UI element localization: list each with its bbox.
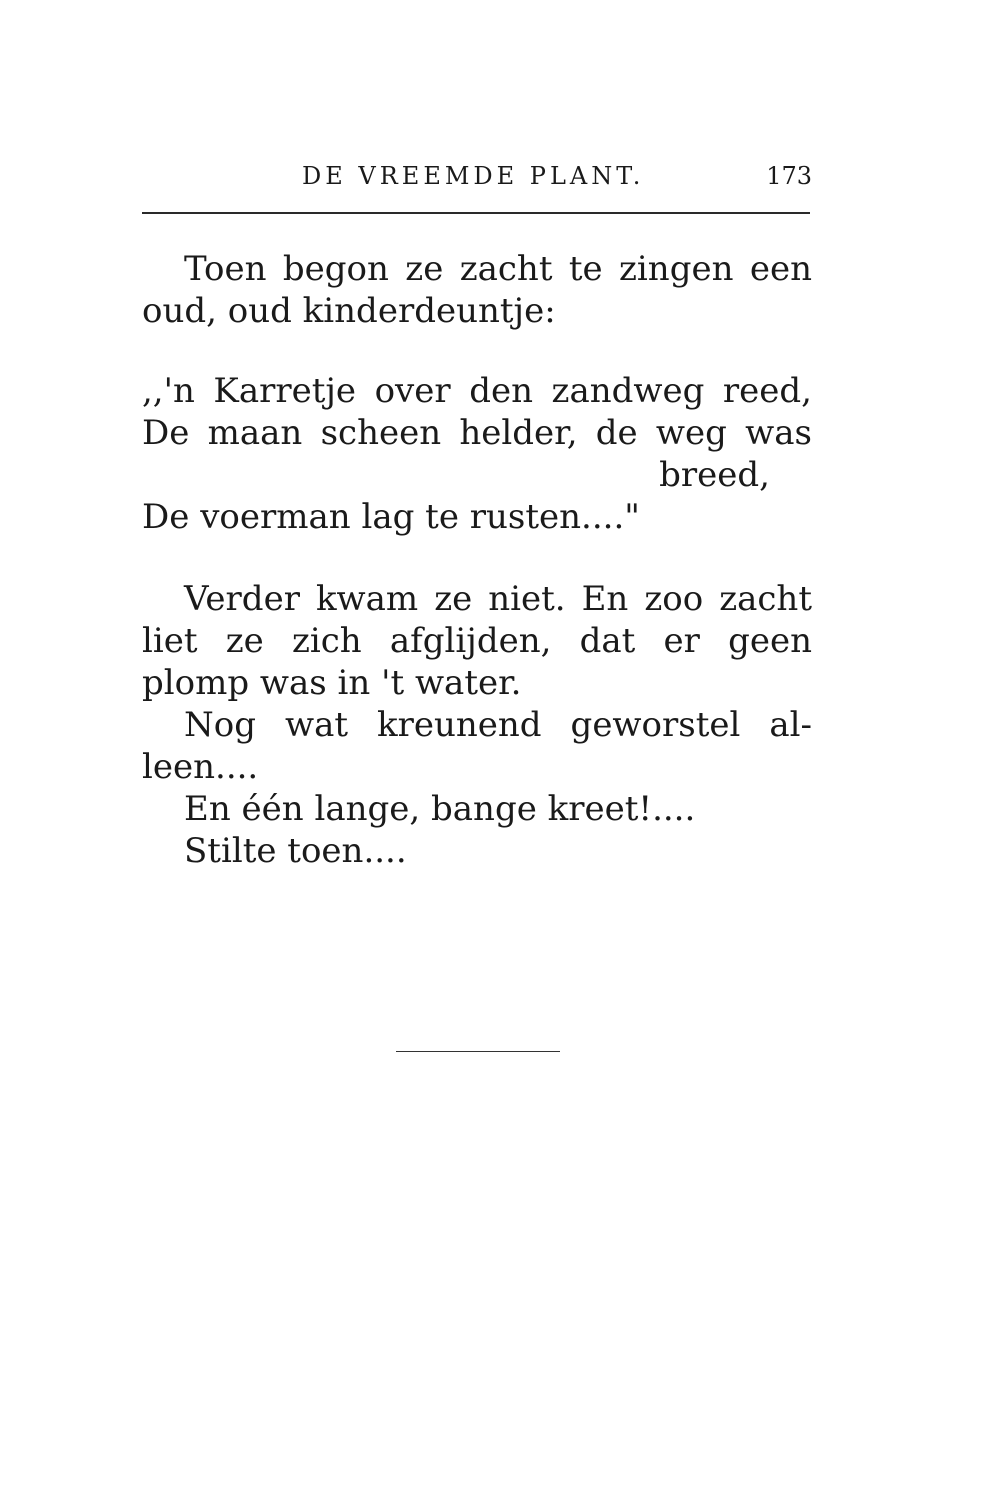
- header-rule: [142, 212, 810, 214]
- text-line: En één lange, bange kreet!....: [184, 789, 696, 829]
- paragraph-intro: [142, 248, 812, 332]
- text-line: Toen begon ze zacht te zingen een: [184, 249, 812, 289]
- text-line: leen....: [142, 747, 259, 787]
- verse-line: ,,'n Karretje over den zandweg reed,: [142, 371, 812, 411]
- text-line: liet ze zich afglijden, dat er geen: [142, 621, 812, 661]
- text-line: Verder kwam ze niet. En zoo zacht: [184, 579, 812, 619]
- text-line: plomp was in 't water.: [142, 663, 522, 703]
- text-line: Nog wat kreunend geworstel al-: [184, 705, 812, 745]
- text-line: Stilte toen....: [184, 831, 407, 871]
- running-title: DE VREEMDE PLANT.: [302, 162, 645, 190]
- verse-line: De maan scheen helder, de weg was: [142, 413, 812, 453]
- running-head: [142, 162, 812, 194]
- section-end-rule: [396, 1051, 560, 1052]
- paragraph-ending: [142, 578, 812, 872]
- page-number: 173: [766, 162, 812, 190]
- verse-line: De voerman lag te rusten....": [142, 497, 640, 537]
- verse-line: breed,: [659, 455, 770, 495]
- song-verse: [142, 370, 812, 538]
- text-line: oud, oud kinderdeuntje:: [142, 291, 556, 331]
